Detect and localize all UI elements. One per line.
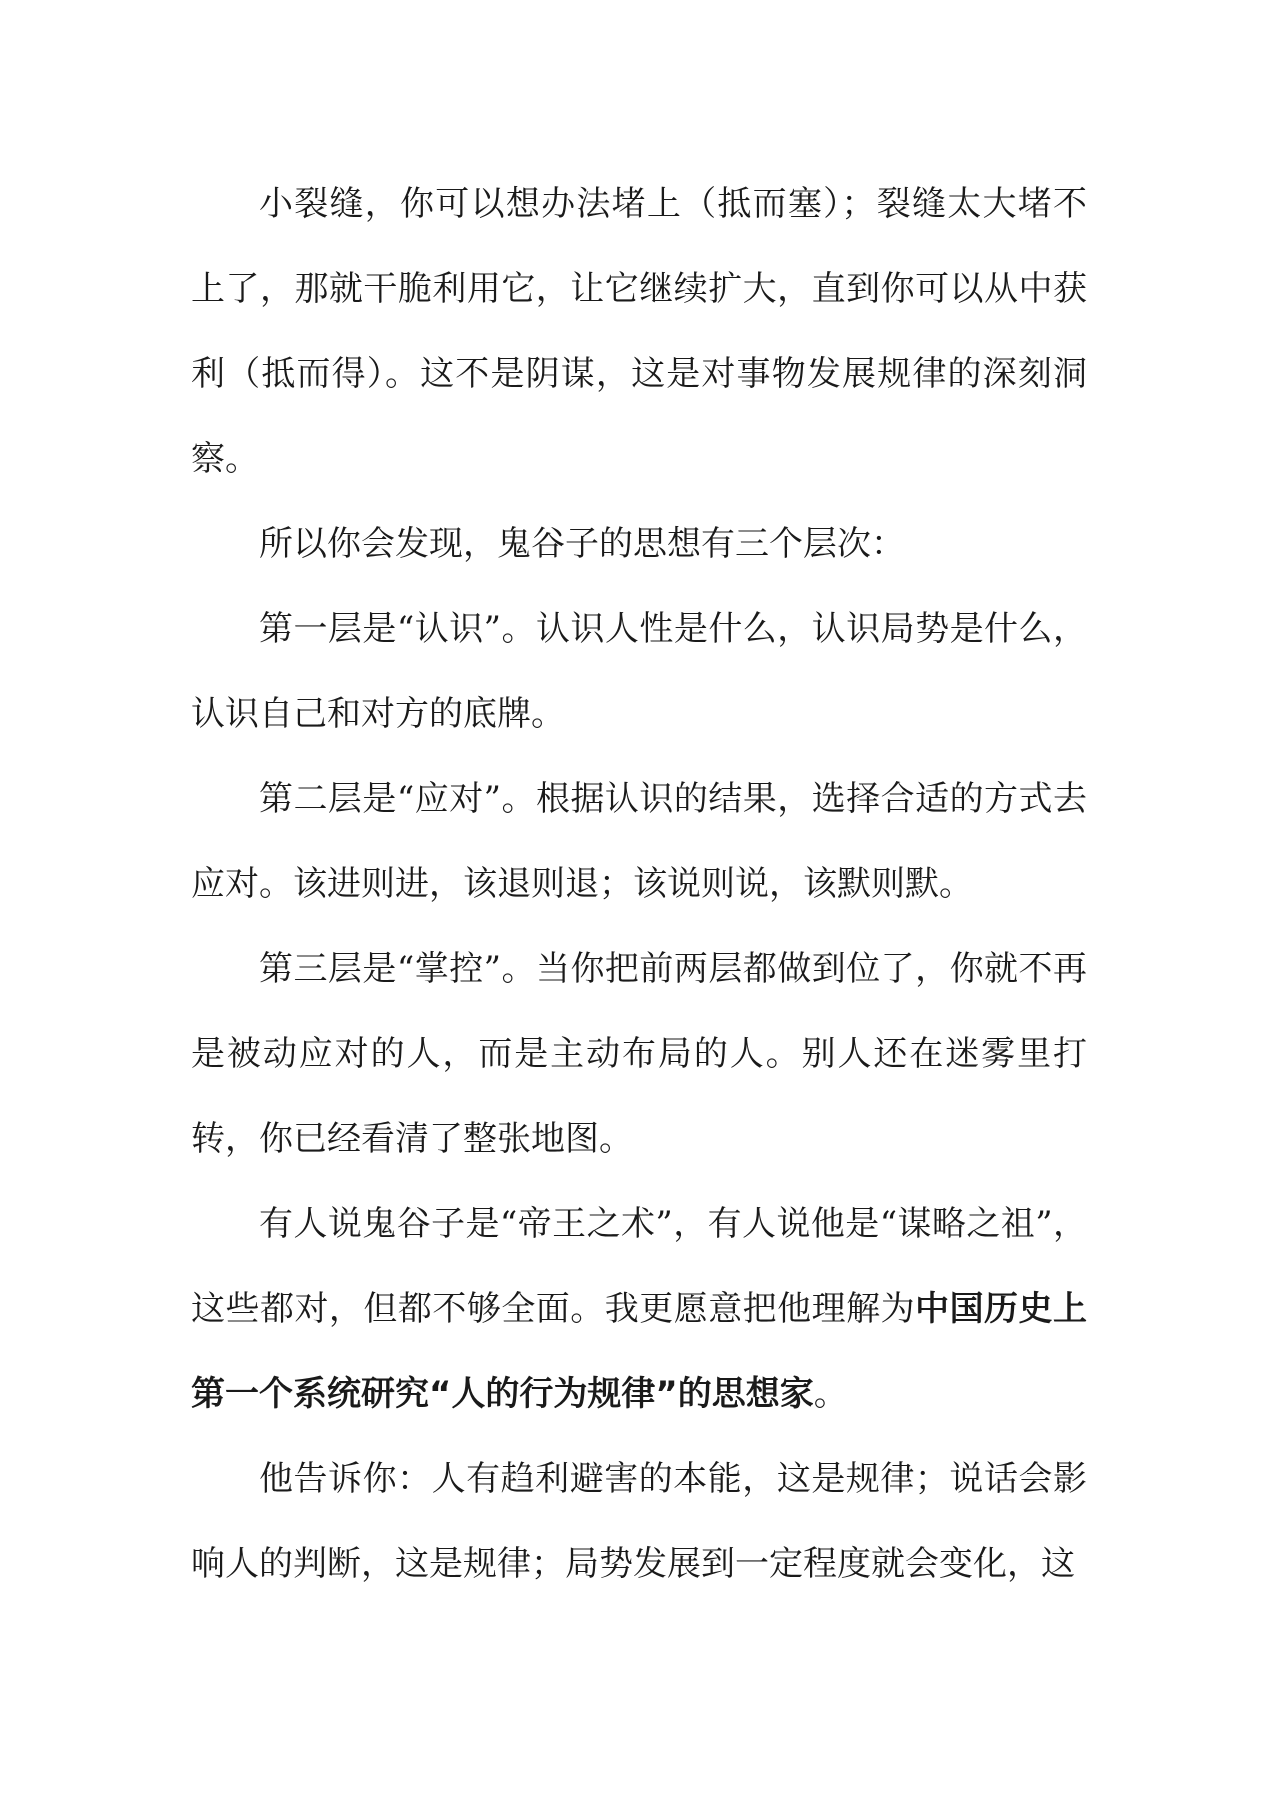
assessment-bold-text: 中国历史上第一个系统研究“人的行为规律”的思想家 <box>191 1289 1088 1414</box>
paragraph-level-one: 第一层是“认识”。认识人性是什么，认识局势是什么，认识自己和对方的底牌。 <box>191 609 1087 734</box>
paragraph-cracks: 小裂缝，你可以想办法堵上（抵而塞）；裂缝太大堵不上了，那就干脆利用它，让它继续扩大，直到你可以从中获利（抵而得）。这不是阴谋，这是对事物发展规律的深刻洞察。 <box>191 184 1087 479</box>
assessment-text-before: 有人说鬼谷子是“帝王之术”，有人说他是“谋略之祖”，这些都对，但都不够全面。我更愿意把他理解为 <box>191 1204 1087 1329</box>
assessment-text-after: 。 <box>813 1374 848 1414</box>
paragraph-three-levels-intro: 所以你会发现，鬼谷子的思想有三个层次： <box>259 524 905 564</box>
paragraph-laws: 他告诉你：人有趋利避害的本能，这是规律；说话会影响人的判断，这是规律；局势发展到一定程度就会变化，这 <box>191 1459 1087 1584</box>
document-body <box>191 162 1087 1607</box>
paragraph-guiguzi-assessment <box>191 1182 1087 1437</box>
paragraph-level-two: 第二层是“应对”。根据认识的结果，选择合适的方式去应对。该进则进，该退则退；该说则说，该默则默。 <box>191 779 1087 904</box>
paragraph-level-three: 第三层是“掌控”。当你把前两层都做到位了，你就不再是被动应对的人，而是主动布局的人。别人还在迷雾里打转，你已经看清了整张地图。 <box>191 949 1087 1159</box>
